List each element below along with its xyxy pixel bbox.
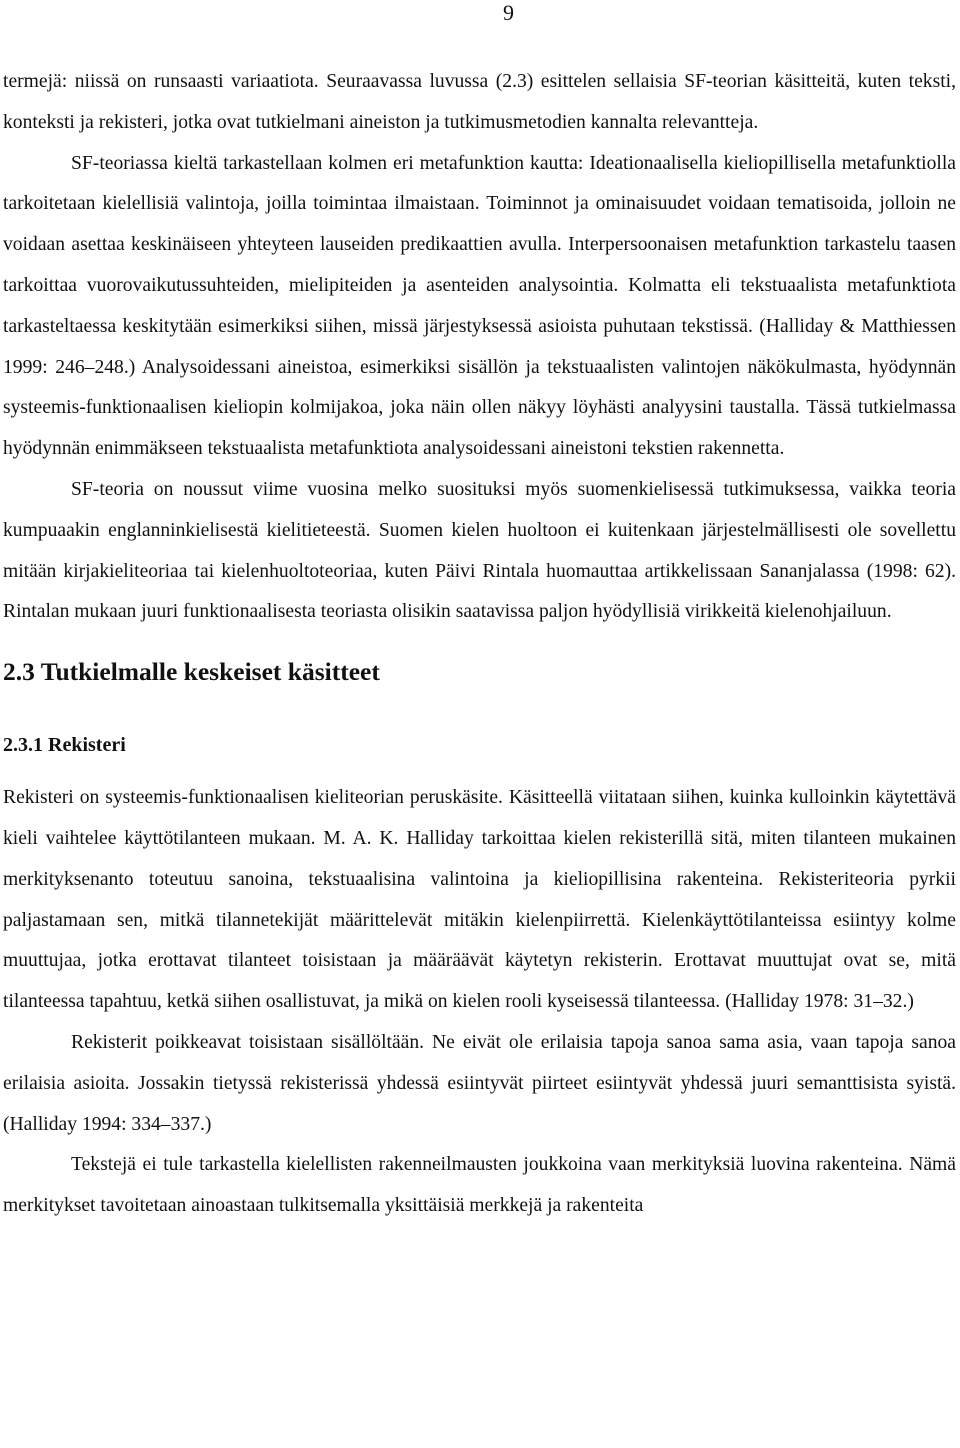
paragraph-register-definition: Rekisteri on systeemis-funktionaalisen kieliteorian peruskäsite. Käsitteellä viitataan siihen, kuinka kulloinkin käytettävä kieli vaihtelee käyttötilanteen mukaan. M. A. K. Halliday tarkoittaa kielen rekisterillä sitä, miten tilanteen mukainen merkityksenanto toteutuu sanoina, tekstuaalisina valintoina ja kieliopillisina rakenteina. Rekisteriteoria pyrkii paljastamaan sen, mitkä tilannetekijät määrittelevät mitäkin kielenpiirrettä. Kielenkäyttötilanteissa esiintyy kolme muuttujaa, jotka erottavat tilanteet toisistaan ja määräävät käytetyn rekisterin. Erottavat muuttujat ovat se, mitä tilanteessa tapahtuu, ketkä siihen osallistuvat, ja mikä on kielen rooli kyseisessä tilanteessa. (Halliday 1978: 31–32.) (3, 787, 956, 1013)
paragraph-register-content: Rekisterit poikkeavat toisistaan sisällöltään. Ne eivät ole erilaisia tapoja sanoa sama asia, vaan tapoja sanoa erilaisia asioita. Jossakin tietyssä rekisterissä yhdessä esiintyvät piirteet esiintyvät yhdessä juuri semanttisista syistä. (Halliday 1994: 334–337.) (3, 1031, 956, 1135)
paragraph-sf-theory-finnish: SF-teoria on noussut viime vuosina melko suosituksi myös suomenkielisessä tutkimuksessa, vaikka teoria kumpuaakin englanninkielisestä kielitieteestä. Suomen kielen huoltoon ei kuitenkaan järjestelmällisesti ole sovellettu mitään kirjakieliteoriaa tai kielenhuoltoteoriaa, kuten Päivi Rintala huomauttaa artikkelissaan Sananjalassa (1998: 62). Rintalan mukaan juuri funktionaalisesta teoriasta olisikin saatavissa paljon hyödyllisiä virikkeitä kielenohjailuun. (3, 478, 956, 623)
paragraph-texts-structures: Tekstejä ei tule tarkastella kielellisten rakenneilmausten joukkoina vaan merkityksiä luovina rakenteina. Nämä merkitykset tavoitetaan ainoastaan tulkitsemalla yksittäisiä merkkejä ja rakenteita (3, 1154, 956, 1217)
subsection-heading: 2.3.1 Rekisteri (3, 734, 126, 757)
section-heading: 2.3 Tutkielmalle keskeiset käsitteet (3, 657, 380, 687)
paragraph-metafunctions: SF-teoriassa kieltä tarkastellaan kolmen eri metafunktion kautta: Ideationaalisella kieliopillisella metafunktiolla tarkoitetaan kielellisiä valintoja, joilla toimintaa ilmaistaan. Toiminnot ja ominaisuudet voidaan tematisoida, jolloin ne voidaan asettaa keskinäiseen yhteyteen lauseiden predikaattien avulla. Interpersoonaisen metafunktion tarkastelu taasen tarkoittaa vuorovaikutussuhteiden, mielipiteiden ja asenteiden analysointia. Kolmatta eli tekstuaalista metafunktiota tarkasteltaessa keskitytään esimerkiksi siihen, missä järjestyksessä asioista puhutaan tekstissä. (Halliday & Matthiessen 1999: 246–248.) Analysoidessani aineistoa, esimerkiksi sisällön ja tekstuaalisten valintojen näkökulmasta, hyödynnän systeemis-funktionaalisen kieliopin kolmijakoa, joka näin ollen näkyy löyhästi analyysini taustalla. Tässä tutkielmassa hyödynnän enimmäkseen tekstuaalista metafunktiota analysoidessani aineistoni tekstien rakennetta. (3, 152, 956, 460)
document-body (3, 62, 956, 1227)
page-number: 9 (503, 0, 514, 25)
paragraph-continuation: termejä: niissä on runsaasti variaatiota. Seuraavassa luvussa (2.3) esittelen sellaisia SF-teorian käsitteitä, kuten teksti, konteksti ja rekisteri, jotka ovat tutkielmani aineiston ja tutkimusmetodien kannalta relevantteja. (3, 71, 956, 133)
